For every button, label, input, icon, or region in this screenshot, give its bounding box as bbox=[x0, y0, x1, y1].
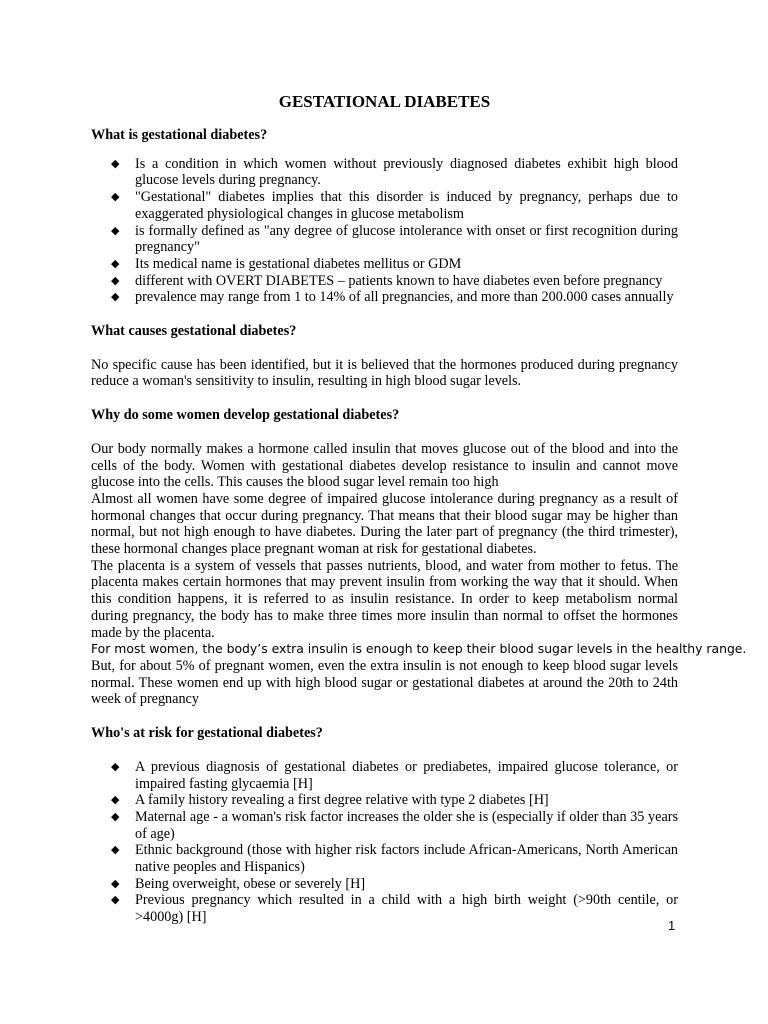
list-item bbox=[111, 272, 678, 290]
diamond-bullet-icon: ◆ bbox=[111, 893, 120, 907]
causes-paragraph: No specific cause has been identified, but it is believed that the hormones produced during pregnancy reduce a woman's sensitivity to insulin, resulting in high blood sugar levels. bbox=[91, 356, 678, 390]
diamond-bullet-icon: ◆ bbox=[111, 273, 120, 287]
document-title: GESTATIONAL DIABETES bbox=[278, 92, 491, 111]
diamond-bullet-icon: ◆ bbox=[111, 190, 120, 204]
diamond-bullet-icon: ◆ bbox=[111, 793, 120, 807]
diamond-bullet-icon: ◆ bbox=[111, 809, 120, 823]
page-content bbox=[91, 92, 747, 926]
diamond-bullet-icon: ◆ bbox=[111, 759, 120, 773]
list-item-text: Previous pregnancy which resulted in a child with a high birth weight (>90th centile, or >4000g) [H] bbox=[135, 892, 678, 926]
why-paragraph-five-percent: But, for about 5% of pregnant women, even the extra insulin is not enough to keep blood sugar levels normal. These women end up with high blood sugar or gestational diabetes at around the 20th to 24th week of pregnancy bbox=[91, 657, 678, 708]
list-item-text: is formally defined as "any degree of glucose intolerance with onset or first recognition during pregnancy" bbox=[135, 222, 678, 256]
list-item bbox=[111, 875, 678, 893]
diamond-bullet-icon: ◆ bbox=[111, 223, 120, 237]
list-item bbox=[111, 808, 678, 842]
risk-bullet-list bbox=[91, 759, 678, 926]
why-paragraph-placenta: The placenta is a system of vessels that passes nutrients, blood, and water from mother to fetus. The placenta makes certain hormones that may prevent insulin from working the way that it should. When this condition happens, it is referred to as insulin resistance. In order to keep metabolism normal during pregnancy, the body has to make three times more insulin than normal to offset the hormones made by the placenta. bbox=[91, 557, 678, 641]
section-heading-what-is: What is gestational diabetes? bbox=[91, 127, 268, 143]
list-item bbox=[111, 189, 678, 222]
diamond-bullet-icon: ◆ bbox=[111, 256, 120, 270]
list-item-text: A previous diagnosis of gestational diabetes or prediabetes, impaired glucose tolerance, or impaired fasting glycaemia [H] bbox=[135, 758, 678, 792]
list-item-text: Is a condition in which women without previously diagnosed diabetes exhibit high blood glucose levels during pregnancy. bbox=[135, 155, 678, 189]
section-heading-why: Why do some women develop gestational diabetes? bbox=[91, 407, 400, 424]
list-item-text: different with OVERT DIABETES – patients known to have diabetes even before pregnancy bbox=[135, 272, 663, 289]
why-paragraph-hormonal-changes: Almost all women have some degree of impaired glucose intolerance during pregnancy as a result of hormonal changes that occur during pregnancy. That means that their blood sugar may be higher than normal, but not high enough to have diabetes. During the later part of pregnancy (the third trimester), these hormonal changes place pregnant woman at risk for gestational diabetes. bbox=[91, 490, 678, 558]
page-number: 1 bbox=[668, 918, 676, 933]
section-heading-causes: What causes gestational diabetes? bbox=[91, 323, 297, 340]
diamond-bullet-icon: ◆ bbox=[111, 876, 120, 890]
list-item-text: prevalence may range from 1 to 14% of all pregnancies, and more than 200.000 cases annually bbox=[135, 289, 674, 306]
list-item-text: "Gestational" diabetes implies that this disorder is induced by pregnancy, perhaps due to exaggerated physiological changes in glucose metabolism bbox=[135, 189, 678, 222]
list-item bbox=[111, 842, 678, 876]
list-item bbox=[111, 892, 678, 926]
list-item-text: Ethnic background (those with higher risk factors include African-Americans, North American native peoples and Hispanics) bbox=[135, 842, 678, 876]
why-paragraph-insulin: Our body normally makes a hormone called insulin that moves glucose out of the blood and into the cells of the body. Women with gestational diabetes develop resistance to insulin and cannot move glucose into the cells. This causes the blood sugar level remain too high bbox=[91, 440, 678, 491]
diamond-bullet-icon: ◆ bbox=[111, 290, 120, 304]
diamond-bullet-icon: ◆ bbox=[111, 156, 120, 170]
list-item bbox=[111, 289, 678, 306]
what-is-bullet-list bbox=[91, 156, 678, 306]
list-item bbox=[111, 155, 678, 189]
section-heading-risk: Who's at risk for gestational diabetes? bbox=[91, 725, 323, 742]
list-item bbox=[111, 222, 678, 256]
list-item bbox=[111, 792, 678, 809]
list-item-text: Being overweight, obese or severely [H] bbox=[135, 875, 366, 892]
list-item bbox=[111, 255, 678, 273]
list-item-text: Maternal age - a woman's risk factor increases the older she is (especially if older than 35 years of age) bbox=[135, 808, 678, 842]
why-paragraph-extra-insulin: For most women, the body’s extra insulin is enough to keep their blood sugar levels in the healthy range. bbox=[91, 641, 747, 657]
list-item-text: Its medical name is gestational diabetes mellitus or GDM bbox=[135, 255, 462, 272]
diamond-bullet-icon: ◆ bbox=[111, 843, 120, 857]
list-item bbox=[111, 758, 678, 792]
list-item-text: A family history revealing a first degree relative with type 2 diabetes [H] bbox=[135, 792, 549, 809]
